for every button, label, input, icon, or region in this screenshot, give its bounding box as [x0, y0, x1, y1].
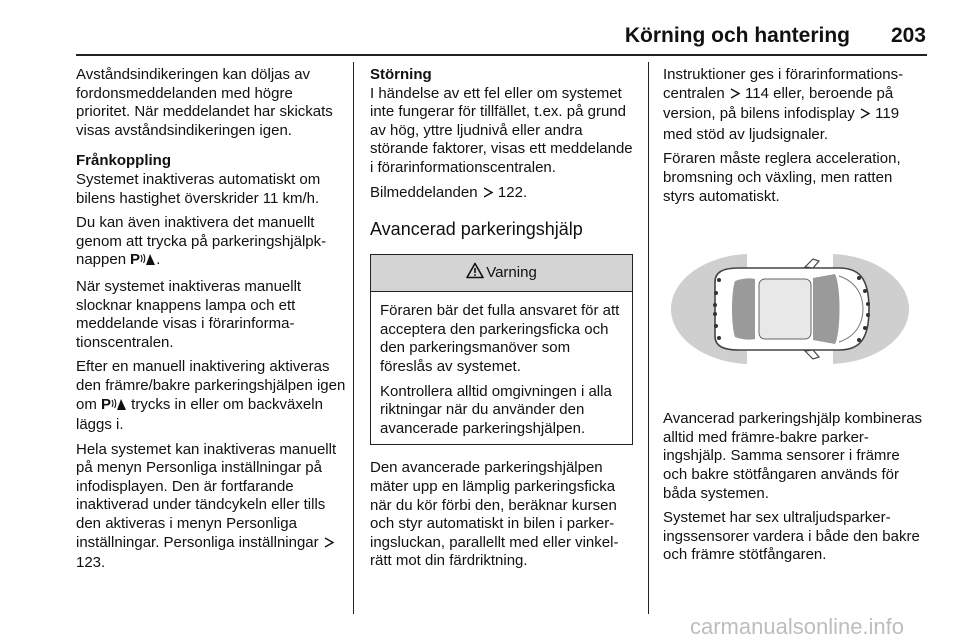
warning-title: Varning [486, 263, 537, 281]
parking-sensor-icon [101, 396, 127, 417]
paragraph: Föraren måste reglera acceleration, bromsning och växling, men ratten styrs automatiskt. [663, 150, 901, 205]
running-title: Körning och hantering [624, 24, 850, 47]
warning-box [370, 254, 633, 445]
heading-storning: Störning [370, 66, 432, 83]
paragraph: Systemet inaktiveras automatiskt om bilens hastighet överskrider 11 km/h. [76, 170, 321, 207]
paragraph: Efter en manuell inaktivering aktiveras den främre/bakre parkeringshjälpen igen om P trycks in eller om backväxeln läggs i. [76, 358, 346, 434]
page-reference[interactable]: 122. [497, 183, 528, 201]
paragraph: I händelse av ett fel eller om systemet inte fungerar för tillfället, t.ex. på grund av hög, yttre ljudnivå eller andra störande faktorer, visas ett meddelande i förarinformationscentralen. [370, 84, 633, 176]
page-reference[interactable]: 119 med stöd av ljudsignaler. [663, 105, 900, 143]
paragraph: Avståndsindikeringen kan döljas av fordonsmeddelanden med högre prioritet. När meddelandet har skickats visas avståndsindikeringen igen. [76, 66, 333, 139]
paragraph: När systemet inaktiveras manuellt slocknar knappens lampa och ett meddelande visas i förarinformationscentralen. [76, 277, 302, 351]
ref-arrow-icon [859, 107, 871, 126]
paragraph: Bilmeddelanden 122. [370, 184, 633, 205]
watermark: carmanualsonline.info [690, 614, 905, 639]
page-reference[interactable]: 114 eller, beroende på version, på bilens infodisplay [663, 84, 894, 123]
parking-sensor-figure [663, 226, 917, 392]
page-number: 203 [890, 24, 926, 47]
parking-sensor-icon [130, 251, 156, 272]
page-reference[interactable]: 123. [76, 554, 106, 572]
warning-header [371, 255, 632, 292]
car-top-view-illustration [663, 226, 917, 392]
paragraph: Avancerad parkeringshjälp kombineras alltid med främre-bakre parkeringshjälp. Samma sensorer i främre och bakre stötfångaren används för båda systemen. [663, 410, 923, 502]
ref-arrow-icon [729, 87, 741, 106]
column-2 [370, 66, 633, 577]
warning-body [371, 292, 632, 444]
header-rule [76, 54, 927, 56]
warning-triangle-icon [466, 262, 484, 285]
column-divider [353, 62, 354, 614]
paragraph: Kontrollera alltid omgivningen i alla riktningar när du använder den avancerade parkeringshjälpen. [380, 382, 612, 437]
svg-text:P: P [101, 395, 112, 411]
heading-frankoppling: Frånkoppling [76, 152, 171, 170]
paragraph: Systemet har sex ultraljudsparkeringssensorer vardera i både den bakre och främre stötfångaren. [663, 509, 920, 564]
column-divider [648, 62, 649, 614]
ref-arrow-icon [482, 186, 494, 205]
paragraph: Den avancerade parkeringshjälpen mäter upp en lämplig parkeringsficka när du kör förbi den, beräknar kursen och styr automatiskt in bilen i parkeringsluckan, parallellt med eller vinkelrätt mot din färdriktning. [370, 459, 619, 570]
column-3 [663, 66, 927, 571]
paragraph: Du kan även inaktivera det manuellt genom att trycka på parkeringshjälpknappen P . [76, 214, 348, 272]
paragraph: Hela systemet kan inaktiveras manuellt på menyn Personliga inställningar på infodisplayen. Den är fortfarande inaktiverad under tändcykeln eller tills den aktiveras i menyn Personliga inställningar. Personliga inställningar 123. [76, 440, 337, 572]
section-title: Avancerad parkeringshjälp [370, 219, 583, 240]
paragraph: Föraren bär det fulla ansvaret för att acceptera den parkeringsficka och den parkeringsmanöver som föreslås av systemet. [380, 302, 620, 375]
paragraph: Instruktioner ges i förarinformationscentralen 114 eller, beroende på version, på bilens infodisplay 119 med stöd av ljudsignaler. [663, 66, 904, 143]
column-1 [76, 66, 348, 579]
ref-arrow-icon [323, 536, 335, 555]
svg-text:P: P [130, 251, 141, 267]
